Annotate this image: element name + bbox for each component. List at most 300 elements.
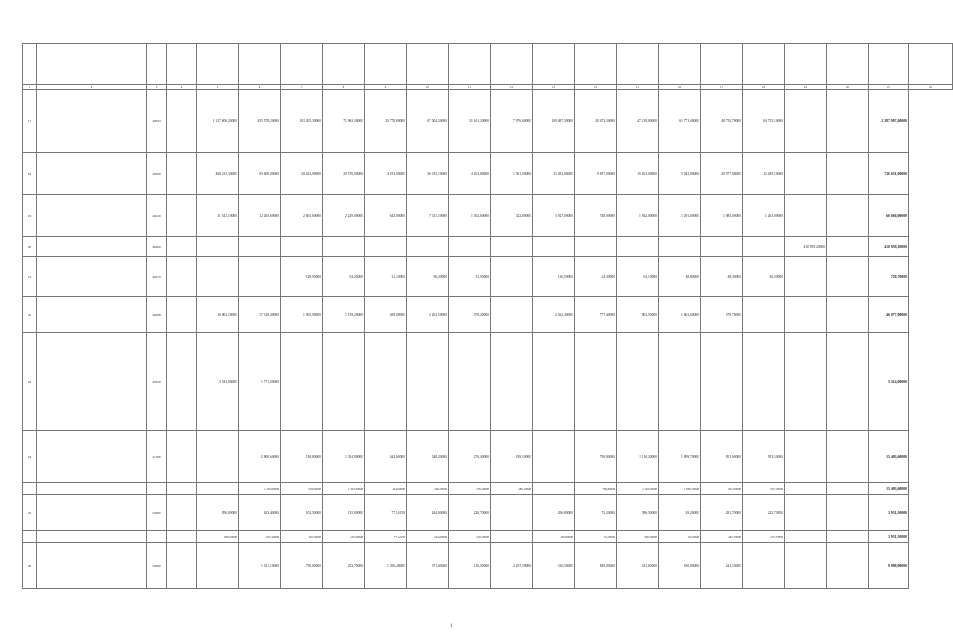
value-cell xyxy=(491,531,533,543)
value-cell: 48,30000 xyxy=(701,257,743,297)
row-number: 22 xyxy=(23,297,37,333)
value-cell xyxy=(197,237,239,257)
value-cell: 1 521,10000 xyxy=(239,543,281,589)
value-cell: 136,50000 xyxy=(449,543,491,589)
row-total: 3 931,50000 xyxy=(869,495,909,531)
value-cell: 21,10000 xyxy=(365,257,407,297)
value-cell: 7 311,10000 xyxy=(407,195,449,237)
row-administrator xyxy=(167,495,197,531)
header-cell xyxy=(37,44,147,85)
value-cell xyxy=(617,237,659,257)
value-cell: 2 257,50000 xyxy=(491,543,533,589)
value-cell xyxy=(827,237,869,257)
value-cell: 456,80000 xyxy=(533,531,575,543)
row-number: 24 xyxy=(23,431,37,483)
column-number: 22 xyxy=(909,85,953,90)
value-cell: 435 578,20000 xyxy=(239,90,281,153)
value-cell: 444,60000 xyxy=(365,431,407,483)
value-cell: 220,70000 xyxy=(449,495,491,531)
value-cell: 17 310,40000 xyxy=(239,297,281,333)
value-cell: 29,20000 xyxy=(659,495,701,531)
value-cell xyxy=(197,257,239,297)
header-cell xyxy=(659,44,701,85)
value-cell: 750,00000 xyxy=(281,543,323,589)
value-cell: 16 802,50000 xyxy=(197,297,239,333)
header-cell xyxy=(701,44,743,85)
value-cell: 1 601,60000 xyxy=(659,297,701,333)
header-cell xyxy=(239,44,281,85)
row-number xyxy=(23,483,37,495)
value-cell: 48 735,70000 xyxy=(701,90,743,153)
value-cell: 281,70000 xyxy=(701,495,743,531)
value-cell: 348,20000 xyxy=(407,483,449,495)
table-row xyxy=(23,297,953,333)
value-cell: 241,10000 xyxy=(701,543,743,589)
value-cell: 61 771,40000 xyxy=(659,90,701,153)
value-cell: 953,10000 xyxy=(743,483,785,495)
value-cell xyxy=(323,237,365,257)
row-total: 410 959,20000 xyxy=(869,237,909,257)
value-cell: 72,20000 xyxy=(575,531,617,543)
value-cell: 102,50000 xyxy=(281,495,323,531)
column-number: 9 xyxy=(365,85,407,90)
value-cell xyxy=(827,483,869,495)
value-cell xyxy=(365,237,407,257)
table-note-row xyxy=(23,531,953,543)
value-cell: 316,50000 xyxy=(533,543,575,589)
value-cell xyxy=(491,237,533,257)
value-cell: 951,60000 xyxy=(701,483,743,495)
table-note-row xyxy=(23,483,953,495)
value-cell: 444,60000 xyxy=(365,483,407,495)
value-cell: 20 422,90000 xyxy=(281,153,323,195)
row-total: 66 666,00000 xyxy=(869,195,909,237)
column-number: 12 xyxy=(491,85,533,90)
row-administrator xyxy=(167,153,197,195)
value-cell xyxy=(533,483,575,495)
value-cell xyxy=(701,237,743,257)
value-cell: 72,20000 xyxy=(575,495,617,531)
value-cell: 12 459,10000 xyxy=(743,153,785,195)
value-cell xyxy=(743,297,785,333)
value-cell: 96,20000 xyxy=(407,257,449,297)
value-cell xyxy=(785,543,827,589)
row-total: 46 077,90000 xyxy=(869,297,909,333)
table-row xyxy=(23,543,953,589)
header-cell xyxy=(743,44,785,85)
row-code: 59300 xyxy=(147,543,167,589)
column-number: 19 xyxy=(785,85,827,90)
value-cell: 856,00000 xyxy=(197,495,239,531)
value-cell: 225,73850 xyxy=(743,531,785,543)
value-cell xyxy=(533,333,575,431)
row-name xyxy=(37,237,147,257)
value-cell xyxy=(449,333,491,431)
value-cell: 136,50000 xyxy=(533,257,575,297)
row-code xyxy=(147,531,167,543)
value-cell: 1 085,00000 xyxy=(701,195,743,237)
value-cell xyxy=(365,333,407,431)
value-cell xyxy=(743,333,785,431)
row-number: 18 xyxy=(23,153,37,195)
table-header xyxy=(23,44,953,90)
value-cell: 9 837,00000 xyxy=(575,153,617,195)
value-cell: 264,00000 xyxy=(407,495,449,531)
row-name xyxy=(37,431,147,483)
value-cell: 71 962,30000 xyxy=(323,90,365,153)
value-cell: 24,30000 xyxy=(575,257,617,297)
value-cell: 36,50000 xyxy=(743,257,785,297)
row-name xyxy=(37,257,147,297)
row-name xyxy=(37,531,147,543)
value-cell: 3 927,00000 xyxy=(533,195,575,237)
value-cell: 1 942,00000 xyxy=(617,195,659,237)
header-cell xyxy=(407,44,449,85)
row-total: 5 314,00000 xyxy=(869,333,909,431)
value-cell xyxy=(785,90,827,153)
value-cell: 902,50000 xyxy=(617,297,659,333)
column-number: 4 xyxy=(167,85,197,90)
row-code: 52600 xyxy=(147,495,167,531)
value-cell xyxy=(533,237,575,257)
column-number: 1 xyxy=(23,85,37,90)
column-number: 3 xyxy=(147,85,167,90)
value-cell xyxy=(239,237,281,257)
header-cell xyxy=(197,44,239,85)
table-body xyxy=(23,90,953,589)
value-cell: 7 976,60000 xyxy=(491,90,533,153)
value-cell: 31 161,20000 xyxy=(449,90,491,153)
value-cell: 2 800,60000 xyxy=(239,431,281,483)
row-administrator xyxy=(167,431,197,483)
value-cell: 28 473,30000 xyxy=(575,90,617,153)
value-cell xyxy=(407,333,449,431)
value-cell: 1 334,90000 xyxy=(323,483,365,495)
page-number: 1 xyxy=(450,624,453,629)
column-number: 8 xyxy=(323,85,365,90)
header-cell xyxy=(869,44,909,85)
value-cell: 1 899,70000 xyxy=(659,483,701,495)
value-cell: 276,40000 xyxy=(449,483,491,495)
row-code: 40329 xyxy=(147,333,167,431)
value-cell: 36 335,10000 xyxy=(407,153,449,195)
column-number: 17 xyxy=(701,85,743,90)
row-administrator xyxy=(167,195,197,237)
row-name xyxy=(37,195,147,237)
value-cell: 2 202,50000 xyxy=(407,297,449,333)
table-row xyxy=(23,431,953,483)
value-cell xyxy=(197,543,239,589)
value-cell xyxy=(743,237,785,257)
row-administrator xyxy=(167,237,197,257)
column-number: 10 xyxy=(407,85,449,90)
value-cell: 1 561,00000 xyxy=(491,153,533,195)
value-cell: 790,80000 xyxy=(575,431,617,483)
header-cell xyxy=(147,44,167,85)
row-code: 51180 xyxy=(147,431,167,483)
header-cell xyxy=(575,44,617,85)
value-cell: 331,60000 xyxy=(617,543,659,589)
value-cell xyxy=(197,483,239,495)
header-cell xyxy=(167,44,197,85)
value-cell: 1 291,00000 xyxy=(659,195,701,237)
value-cell: 322,00000 xyxy=(491,195,533,237)
row-administrator xyxy=(167,543,197,589)
value-cell xyxy=(659,333,701,431)
value-cell: 63,20000 xyxy=(323,257,365,297)
value-cell xyxy=(407,237,449,257)
header-cell xyxy=(281,44,323,85)
column-number: 6 xyxy=(239,85,281,90)
row-code: 40288 xyxy=(147,297,167,333)
value-cell xyxy=(785,257,827,297)
column-number: 5 xyxy=(197,85,239,90)
value-cell: 458,00000 xyxy=(365,297,407,333)
row-number: 25 xyxy=(23,495,37,531)
row-total: 2 287 907,40000 xyxy=(869,90,909,153)
row-number: 26 xyxy=(23,543,37,589)
value-cell xyxy=(449,237,491,257)
value-cell: 1 250,60000 xyxy=(239,483,281,495)
value-cell: 410 959,20000 xyxy=(785,237,827,257)
value-cell xyxy=(827,257,869,297)
value-cell xyxy=(575,237,617,257)
value-cell xyxy=(617,333,659,431)
table-row xyxy=(23,237,953,257)
table-row xyxy=(23,257,953,297)
value-cell: 371,60000 xyxy=(407,543,449,589)
value-cell xyxy=(323,333,365,431)
value-cell: 15 453,00000 xyxy=(617,153,659,195)
table-row xyxy=(23,153,953,195)
header-cell xyxy=(785,44,827,85)
value-cell xyxy=(491,257,533,297)
value-cell: 1 127 606,20000 xyxy=(197,90,239,153)
value-cell: 93 608,00000 xyxy=(239,153,281,195)
header-cell xyxy=(449,44,491,85)
value-cell: 1 052,60000 xyxy=(449,195,491,237)
value-cell: 953,10000 xyxy=(743,431,785,483)
value-cell: 518,90000 xyxy=(281,483,323,495)
row-number: 17 xyxy=(23,90,37,153)
value-cell: 348,20000 xyxy=(407,431,449,483)
value-cell: 264,00000 xyxy=(407,531,449,543)
value-cell: 820,00000 xyxy=(575,543,617,589)
header-cell xyxy=(617,44,659,85)
value-cell: 856,00000 xyxy=(197,531,239,543)
value-cell: 4 193,00000 xyxy=(365,153,407,195)
row-total: 3 931,50000 xyxy=(869,531,909,543)
value-cell: 47 218,80000 xyxy=(617,90,659,153)
value-cell: 103 205,30000 xyxy=(281,90,323,153)
row-administrator xyxy=(167,531,197,543)
value-cell: 63,10000 xyxy=(617,257,659,297)
value-cell: 579,70000 xyxy=(701,297,743,333)
value-cell xyxy=(785,483,827,495)
value-cell: 20 778,80000 xyxy=(365,90,407,153)
value-cell xyxy=(743,543,785,589)
row-total: 15 403,60000 xyxy=(869,483,909,495)
value-cell: 109 487,30000 xyxy=(533,90,575,153)
header-cell xyxy=(23,44,37,85)
value-cell xyxy=(491,495,533,531)
row-name xyxy=(37,153,147,195)
value-cell xyxy=(827,431,869,483)
row-administrator xyxy=(167,257,197,297)
value-cell: 84 755,10000 xyxy=(743,90,785,153)
row-code: 40269 xyxy=(147,237,167,257)
row-total: 9 980,90000 xyxy=(869,543,909,589)
value-cell: 128,50000 xyxy=(281,257,323,297)
header-cell xyxy=(491,44,533,85)
value-cell: 77,14150 xyxy=(365,531,407,543)
value-cell: 12 265,60000 xyxy=(239,195,281,237)
value-cell: 378,20000 xyxy=(449,297,491,333)
value-cell: 189,10000 xyxy=(491,483,533,495)
value-cell: 29 576,90000 xyxy=(323,153,365,195)
value-cell xyxy=(197,431,239,483)
value-cell xyxy=(785,153,827,195)
value-cell: 23 282,00000 xyxy=(533,153,575,195)
column-number: 20 xyxy=(827,85,869,90)
row-administrator xyxy=(167,297,197,333)
value-cell xyxy=(281,333,323,431)
row-number: 19 xyxy=(23,195,37,237)
value-cell: 1 505,90000 xyxy=(281,297,323,333)
row-administrator xyxy=(167,333,197,431)
value-cell xyxy=(659,237,701,257)
value-cell xyxy=(491,333,533,431)
row-total: 720,70000 xyxy=(869,257,909,297)
value-cell: 623,40000 xyxy=(239,495,281,531)
value-cell: 951,60000 xyxy=(701,431,743,483)
value-cell: 396,50000 xyxy=(617,495,659,531)
value-cell xyxy=(281,237,323,257)
row-name xyxy=(37,543,147,589)
value-cell xyxy=(785,195,827,237)
value-cell: 1 118,20000 xyxy=(617,431,659,483)
row-total: 15 403,60000 xyxy=(869,431,909,483)
value-cell: 645,00000 xyxy=(365,195,407,237)
value-cell: 135,90000 xyxy=(323,495,365,531)
header-cell xyxy=(909,44,953,85)
value-cell: 31,50000 xyxy=(449,257,491,297)
column-number: 21 xyxy=(869,85,909,90)
value-cell: 276,40000 xyxy=(449,431,491,483)
row-number xyxy=(23,531,37,543)
value-cell: 1 899,70000 xyxy=(659,431,701,483)
table-row xyxy=(23,195,953,237)
value-cell: 5 942,80000 xyxy=(659,153,701,195)
column-number: 13 xyxy=(533,85,575,90)
value-cell: 220,70000 xyxy=(449,531,491,543)
value-cell xyxy=(827,495,869,531)
header-cell xyxy=(827,44,869,85)
value-cell xyxy=(827,543,869,589)
header-cell xyxy=(365,44,407,85)
row-total: 736 651,00000 xyxy=(869,153,909,195)
value-cell xyxy=(785,297,827,333)
value-cell: 623,40000 xyxy=(239,531,281,543)
value-cell xyxy=(827,333,869,431)
column-number: 14 xyxy=(575,85,617,90)
row-number: 20 xyxy=(23,237,37,257)
table-row xyxy=(23,495,953,531)
row-code: 40209 xyxy=(147,153,167,195)
value-cell: 2 022,40000 xyxy=(533,297,575,333)
value-cell: 252,70000 xyxy=(323,543,365,589)
value-cell xyxy=(827,153,869,195)
column-number: 11 xyxy=(449,85,491,90)
value-cell: 1 118,20000 xyxy=(617,483,659,495)
row-name xyxy=(37,495,147,531)
value-cell: 468 415,30000 xyxy=(197,153,239,195)
value-cell: 3 543,00000 xyxy=(197,333,239,431)
row-name xyxy=(37,90,147,153)
value-cell xyxy=(575,333,617,431)
value-cell: 456,80000 xyxy=(533,495,575,531)
value-cell: 31 541,10000 xyxy=(197,195,239,237)
row-code: 40203 xyxy=(147,90,167,153)
value-cell: 67 304,20000 xyxy=(407,90,449,153)
value-cell: 396,50000 xyxy=(617,531,659,543)
value-cell: 281,70000 xyxy=(701,531,743,543)
row-number: 21 xyxy=(23,257,37,297)
value-cell xyxy=(239,257,281,297)
table-row xyxy=(23,333,953,431)
row-administrator xyxy=(167,90,197,153)
value-cell: 748,00000 xyxy=(575,195,617,237)
column-number: 2 xyxy=(37,85,147,90)
value-cell: 2 229,00000 xyxy=(323,195,365,237)
row-name xyxy=(37,297,147,333)
row-name xyxy=(37,333,147,431)
value-cell xyxy=(827,297,869,333)
value-cell xyxy=(827,195,869,237)
value-cell: 4 253,80000 xyxy=(449,153,491,195)
value-cell: 20 977,80000 xyxy=(701,153,743,195)
value-cell: 1 159,20000 xyxy=(323,297,365,333)
value-cell xyxy=(491,297,533,333)
column-number: 7 xyxy=(281,85,323,90)
value-cell xyxy=(785,531,827,543)
row-administrator xyxy=(167,483,197,495)
value-cell: 29,20000 xyxy=(659,531,701,543)
column-number: 18 xyxy=(743,85,785,90)
value-cell: 630,80000 xyxy=(659,543,701,589)
value-cell: 225,73850 xyxy=(743,495,785,531)
column-number: 16 xyxy=(659,85,701,90)
value-cell xyxy=(701,333,743,431)
value-cell: 102,50000 xyxy=(281,531,323,543)
value-cell: 1 771,00000 xyxy=(239,333,281,431)
value-cell: 2 603,60000 xyxy=(281,195,323,237)
value-cell: 48,80000 xyxy=(659,257,701,297)
header-cell xyxy=(323,44,365,85)
value-cell xyxy=(785,333,827,431)
value-cell: 1 334,90000 xyxy=(323,431,365,483)
row-name xyxy=(37,483,147,495)
value-cell: 777,40000 xyxy=(575,297,617,333)
subsidies-table xyxy=(22,43,953,589)
value-cell: 189,10000 xyxy=(491,431,533,483)
row-code xyxy=(147,483,167,495)
row-code: 40229 xyxy=(147,195,167,237)
value-cell xyxy=(785,431,827,483)
value-cell: 77,14150 xyxy=(365,495,407,531)
value-cell: 1 263,00000 xyxy=(743,195,785,237)
value-cell xyxy=(827,90,869,153)
